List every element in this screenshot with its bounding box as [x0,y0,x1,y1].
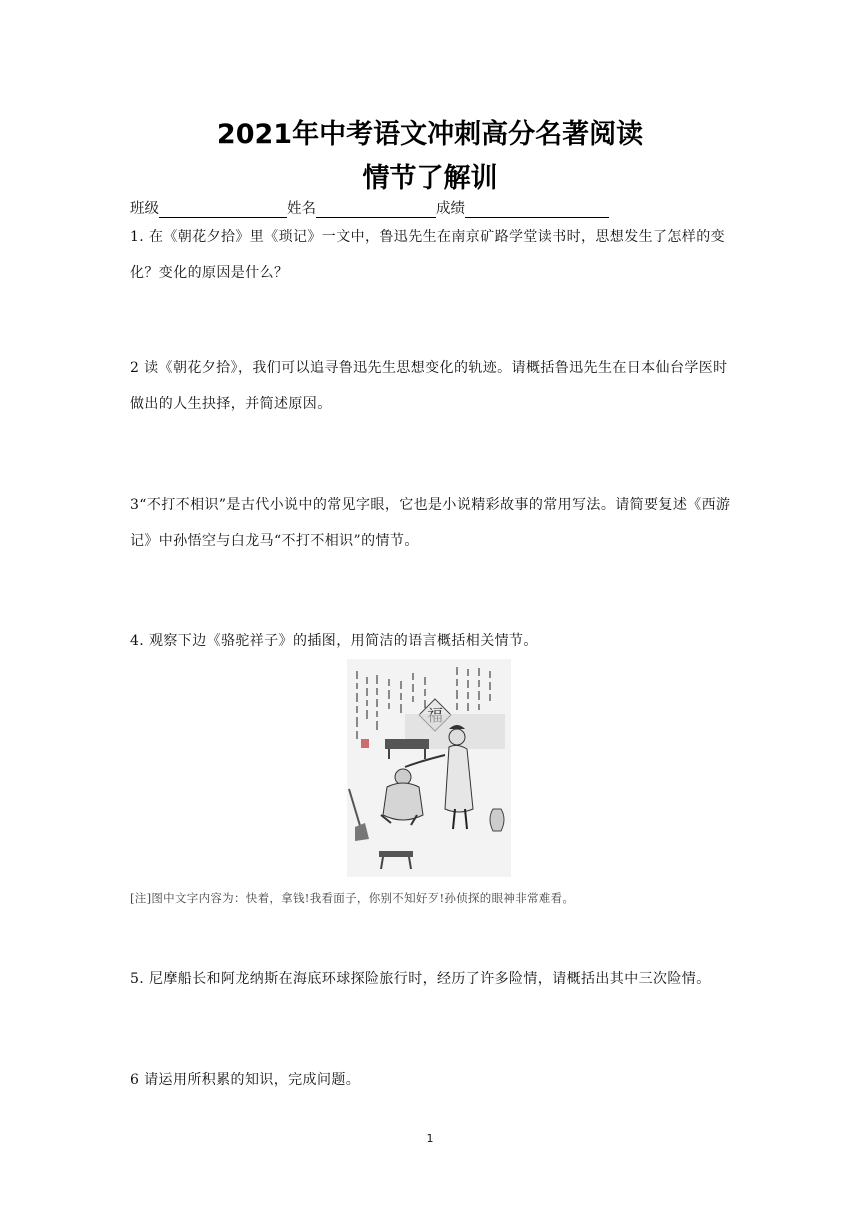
class-label: 班级 [130,201,159,217]
document-subtitle: 情节了解训 [362,163,498,194]
name-blank [316,201,436,218]
question-2: 2 读《朝花夕拾》，我们可以追寻鲁迅先生思想变化的轨迹。请概括鲁迅先生在日本仙台学医时做出的人生抉择，并简述原因。 [130,360,728,412]
question-5: 5. 尼摩船长和阿龙纳斯在海底环球探险旅行时，经历了许多险情，请概括出其中三次险情。 [130,971,711,987]
question-3: 3“不打不相识”是古代小说中的常见字眼，它也是小说精彩故事的常用写法。请简要复述《西游记》中孙悟空与白龙马“不打不相识”的情节。 [130,497,731,549]
illustration-note: [注]图中文字内容为：快着，拿钱!我看面子，你别不知好歹!孙侦探的眼神非常难看。 [130,891,575,905]
name-label: 姓名 [287,201,316,217]
class-blank [159,201,287,218]
score-blank [465,201,609,218]
student-info-line [130,197,609,218]
question-1: 1. 在《朝花夕拾》里《琐记》一文中，鲁迅先生在南京矿路学堂读书时，思想发生了怎样的变化？变化的原因是什么？ [130,229,726,281]
page-number: 1 [426,1132,434,1145]
score-label: 成绩 [436,201,465,217]
luotuo-xiangzi-illustration [347,659,511,877]
question-6: 6 请运用所积累的知识，完成问题。 [130,1072,361,1088]
question-4: 4. 观察下边《骆驼祥子》的插图，用简洁的语言概括相关情节。 [130,633,538,649]
document-title: 2021年中考语文冲刺高分名著阅读 [216,119,644,150]
ink-illustration-icon [347,659,511,877]
